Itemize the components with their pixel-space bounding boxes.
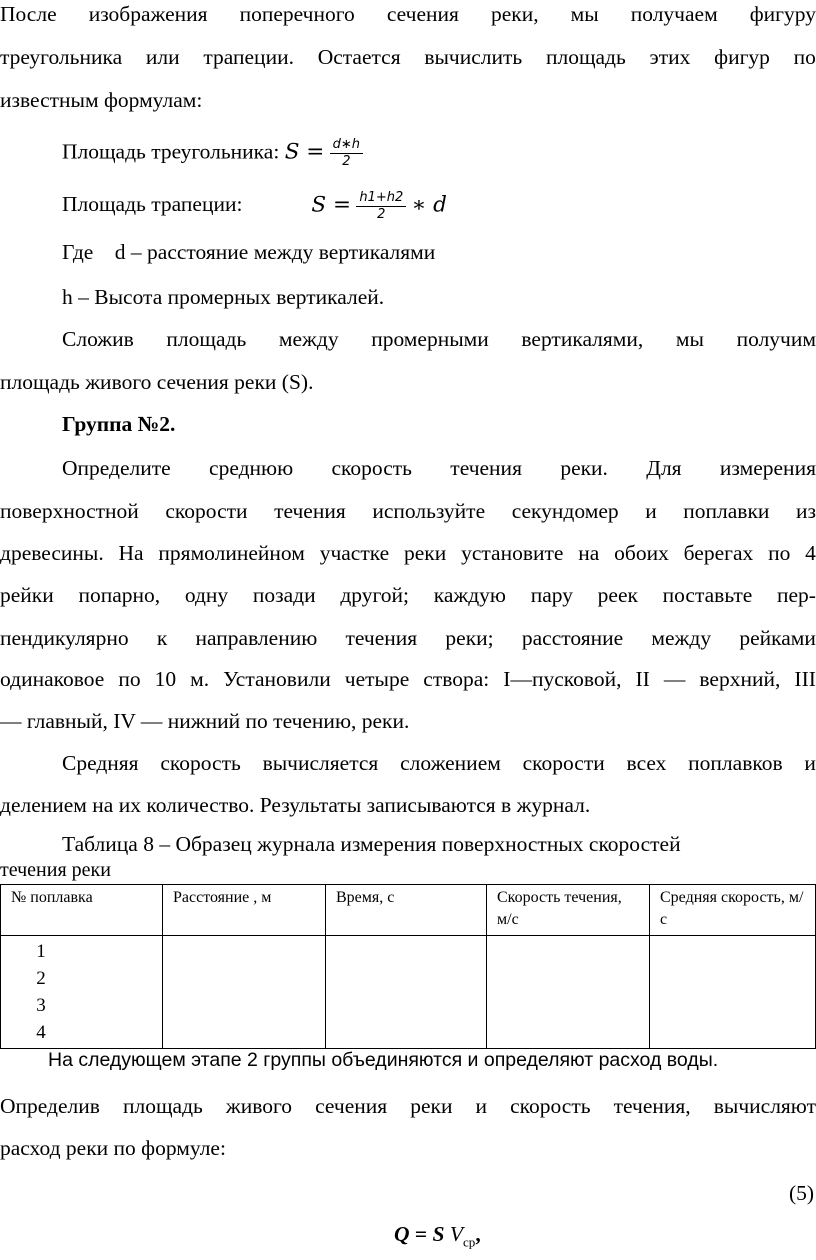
word: вычисляют [713,1094,816,1118]
word: между [651,626,712,650]
triangle-lhs: S = [284,139,325,165]
group2-line-6 [0,667,816,692]
word: этих [649,45,691,69]
trapezoid-tail: ∗ d [411,192,447,218]
word: по [118,667,141,691]
word: скорость [510,1094,591,1118]
discharge-line-1 [0,1094,816,1119]
word: реек [597,583,638,607]
word: фигур [714,45,770,69]
word: реки. [560,456,608,480]
formula-comma: , [475,1222,481,1246]
word: течения, [613,1094,691,1118]
word: Средняя [62,751,139,775]
word: секундомер [511,499,619,523]
word: сечения [386,2,459,26]
average-velocity-cell [650,936,816,1049]
table-row [1,936,816,1049]
intro-line-3: известным формулам: [0,88,203,112]
word: каждую [433,583,506,607]
word: среднюю [209,456,294,480]
word: из [795,499,816,523]
word: к [156,626,168,650]
word: I—пусковой, [503,667,622,691]
word: четыре [344,667,410,691]
word: обоих [614,541,669,565]
word: течения [450,456,522,480]
word: направлению [195,626,318,650]
word: по [768,541,791,565]
word: м. [190,667,210,691]
word: течения [345,626,418,650]
distance-cell [163,936,326,1049]
table-caption: Таблица 8 – Образец журнала измерения поверхностных скоростей [62,832,681,856]
word: позади [252,583,316,607]
word: верхний, [699,667,781,691]
word: пер- [776,583,816,607]
trapezoid-numerator: h1+h2 [356,190,406,207]
intro-line-1 [0,2,816,27]
word: Определив [0,1094,100,1118]
summation-line-1 [62,327,816,352]
word: II [635,667,650,691]
float-number: 1 [36,941,46,962]
group2-line-2 [0,499,816,524]
triangle-fraction [330,137,363,170]
header-distance: Расстояние , м [163,885,326,936]
word: мы [675,327,704,351]
word: пендикулярно [0,626,129,650]
word: Сложив [62,327,134,351]
float-number: 3 [36,995,46,1016]
word: и [475,1094,488,1118]
group-heading: Группа №2. [62,412,176,436]
word: скорости [522,751,605,775]
word: древесины. [0,541,104,565]
word: течения [274,499,346,523]
equation-number: (5) [789,1181,815,1205]
word: участке [319,541,390,565]
word: Определите [62,456,171,480]
group2-line-4 [0,583,816,608]
word: скорости [165,499,248,523]
word: треугольника [0,45,123,69]
word: поплавков [688,751,783,775]
formula-q: Q [394,1222,410,1246]
discharge-formula [394,1222,481,1250]
definition-d: Где d – расстояние между вертикалями [62,240,436,264]
word: попарно, [78,583,161,607]
word: другой; [340,583,409,607]
group2-line-5 [0,626,816,651]
word: берегах [683,541,754,565]
trapezoid-formula [62,190,447,223]
triangle-denominator: 2 [342,154,351,169]
header-time: Время, с [326,885,487,936]
word: или [145,45,180,69]
word: и [804,751,816,775]
word: фигуру [749,2,816,26]
word: пару [530,583,573,607]
word: сложением [400,751,501,775]
word: скорость [331,456,412,480]
word: поставьте [662,583,753,607]
word: — [663,667,686,691]
group2-line-7: — главный, IV — нижний по течению, реки. [0,709,410,733]
word: изображения [88,2,208,26]
time-cell [326,936,487,1049]
discharge-line-2: расход реки по формуле: [0,1136,226,1160]
word: поперечного [239,2,355,26]
group2-line-1 [62,456,816,481]
word: промерными [371,327,489,351]
word: реки; [445,626,494,650]
word: вертикалями, [521,327,644,351]
triangle-numerator: d∗h [330,137,363,154]
word: по [793,45,816,69]
word: используйте [372,499,486,523]
word: площадь [122,1094,203,1118]
float-number-cell [1,936,163,1049]
word: створа: [423,667,490,691]
intro-line-2 [0,45,816,70]
word: установите [461,541,564,565]
word: реки, [490,2,539,26]
word: поверхностной [0,499,139,523]
word: III [794,667,816,691]
word: трапеции. [203,45,294,69]
word: площадь [545,45,626,69]
measurement-table [0,884,816,1049]
word: Для [646,456,682,480]
velocity-cell [487,936,650,1049]
word: Установили [223,667,331,691]
table-header-row [1,885,816,936]
word: рейками [739,626,816,650]
triangle-label: Площадь треугольника: [62,139,280,164]
word: одинаковое [0,667,105,691]
formula-equals: = [409,1222,433,1246]
trapezoid-fraction [356,190,406,223]
float-number: 2 [36,968,46,989]
formula-v: V [444,1222,464,1246]
word: на [578,541,600,565]
average-line-1 [62,751,816,776]
average-line-2: делением на их количество. Результаты записываются в журнал. [0,793,591,817]
word: расстояние [521,626,624,650]
trapezoid-lhs: S = [311,192,351,218]
trapezoid-label: Площадь трапеции: [62,192,243,217]
word: и [645,499,657,523]
word: сечения [315,1094,388,1118]
formula-subscript: ср [463,1234,476,1250]
table-caption-continued: течения реки [0,859,111,881]
word: между [278,327,339,351]
float-number: 4 [36,1022,46,1043]
word: получаем [630,2,718,26]
word: вычислить [424,45,523,69]
word: вычисляется [262,751,379,775]
header-float-number: № поплавка [1,885,163,936]
word: прямолинейном [158,541,305,565]
group2-line-3 [0,541,816,566]
word: измерения [719,456,816,480]
word: получим [736,327,816,351]
word: 10 [154,667,177,691]
word: реки [404,541,447,565]
word: одну [184,583,229,607]
word: живого [225,1094,293,1118]
word: реки [410,1094,453,1118]
triangle-formula [62,137,363,170]
word: поплавки [683,499,770,523]
header-velocity: Скорость течения, м/с [487,885,650,936]
word: мы [570,2,599,26]
trapezoid-denominator: 2 [377,207,386,222]
formula-s: S [432,1222,445,1246]
header-average-velocity: Средняя скорость, м/с [650,885,816,936]
word: всех [626,751,667,775]
summation-line-2: площадь живого сечения реки (S). [0,370,314,394]
word: площадь [166,327,247,351]
definition-h: h – Высота промерных вертикалей. [62,285,385,309]
word: На [118,541,144,565]
word: скорость [160,751,241,775]
word: Остается [317,45,401,69]
word: После [0,2,57,26]
next-step-text: На следующем этапе 2 группы объединяются и определяют расход воды. [48,1049,719,1071]
word: 4 [805,541,816,565]
word: рейки [0,583,54,607]
